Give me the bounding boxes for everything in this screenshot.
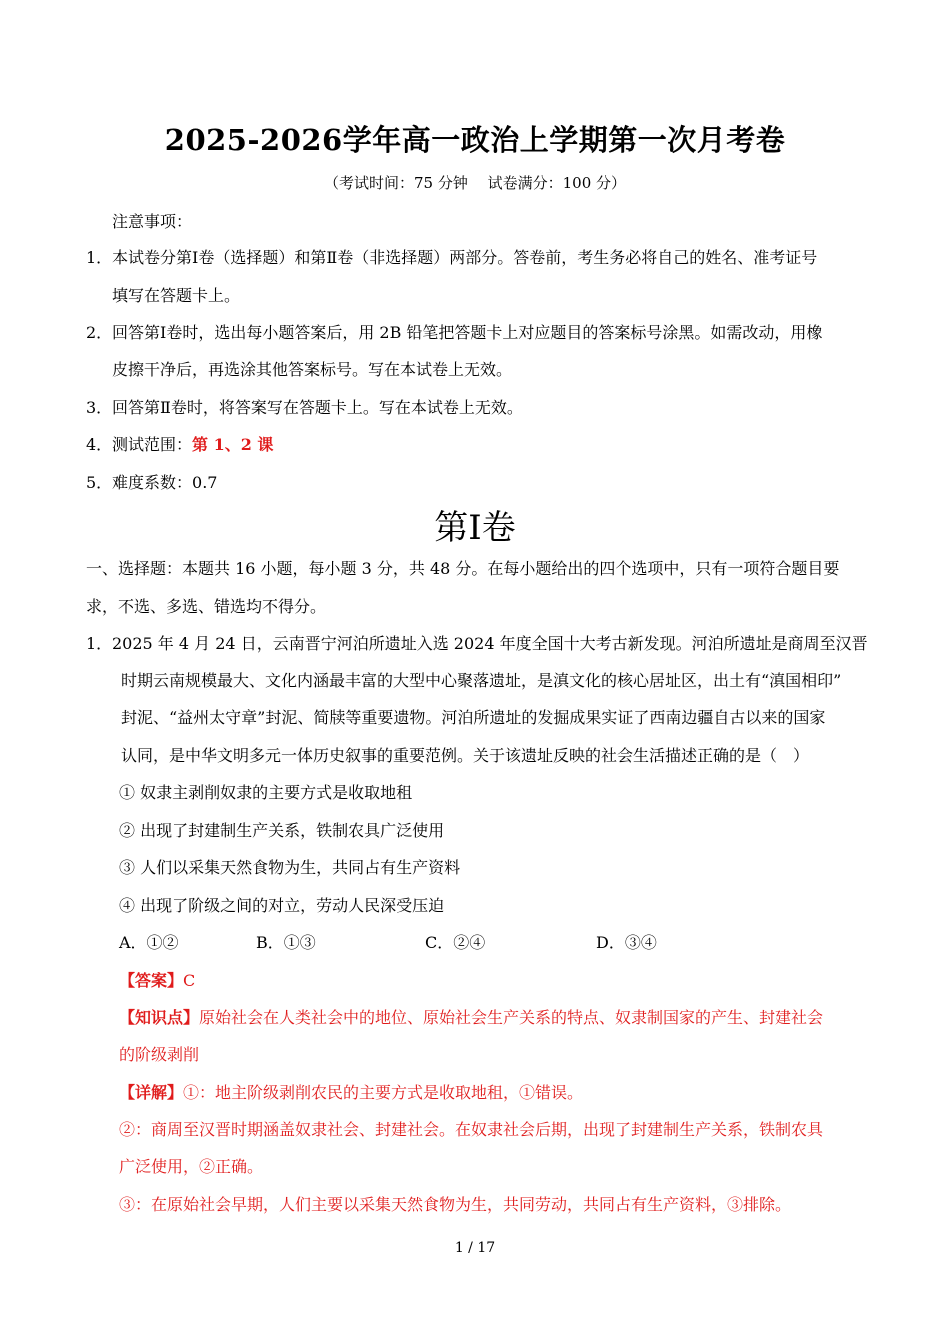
detail-text: 广泛使用，②正确。	[119, 1157, 264, 1176]
knowledge-text: 原始社会在人类社会中的地位、原始社会生产关系的特点、奴隶制国家的产生、封建社会	[199, 1008, 824, 1027]
statement-item: ② 出现了封建制生产关系，铁制农具广泛使用	[119, 821, 445, 840]
note-line: 皮擦干净后，再选涂其他答案标号。写在本试卷上无效。	[112, 360, 513, 379]
page-number: 1 / 17	[454, 1240, 496, 1256]
exam-info: （考试时间：75 分钟 试卷满分：100 分）	[323, 174, 627, 192]
option-a: A．①②	[119, 933, 179, 952]
detail-line	[119, 1083, 583, 1103]
option-d: D．③④	[596, 933, 657, 952]
exam-title: 2025-2026学年高一政治上学期第一次月考卷	[164, 123, 786, 157]
question-number: 1．	[86, 634, 113, 653]
statement-item: ① 奴隶主剥削奴隶的主要方式是收取地租	[119, 783, 413, 802]
note-line	[112, 435, 273, 455]
note-number: 1．	[86, 248, 113, 267]
test-scope-value: 第 1、2 课	[192, 435, 274, 454]
answer-label: 【答案】	[119, 971, 184, 990]
statement-item: ④ 出现了阶级之间的对立，劳动人民深受压迫	[119, 896, 445, 915]
question-stem-line: 封泥、“益州太守章”封泥、简牍等重要遗物。河泊所遗址的发掘成果实证了西南边疆自古以来的国家	[121, 708, 826, 727]
section-title: 第Ⅰ卷	[434, 508, 516, 548]
answer-line	[119, 971, 195, 991]
section-instruction: 求，不选、多选、错选均不得分。	[86, 597, 327, 616]
question-stem-line: 时期云南规模最大、文化内涵最丰富的大型中心聚落遗址，是滇文化的核心居址区，出土有“滇国相印”	[121, 671, 842, 690]
question-stem-line: 认同，是中华文明多元一体历史叙事的重要范例。关于该遗址反映的社会生活描述正确的是（ ）	[121, 746, 810, 765]
knowledge-text: 的阶级剥削	[119, 1045, 200, 1064]
question-stem-line: 2025 年 4 月 24 日，云南晋宁河泊所遗址入选 2024 年度全国十大考古新发现。河泊所遗址是商周至汉晋	[112, 634, 868, 653]
note-number: 2．	[86, 323, 113, 342]
notes-heading: 注意事项：	[112, 212, 193, 231]
note-line: 本试卷分第Ⅰ卷（选择题）和第Ⅱ卷（非选择题）两部分。答卷前，考生务必将自己的姓名、准考证号	[112, 248, 818, 267]
difficulty-value: 0.7	[192, 473, 218, 492]
answer-value: C	[183, 971, 196, 990]
detail-text: ③：在原始社会早期，人们主要以采集天然食物为生，共同劳动，共同占有生产资料，③排除。	[119, 1195, 792, 1214]
detail-text: ②：商周至汉晋时期涵盖奴隶社会、封建社会。在奴隶社会后期，出现了封建制生产关系，铁制农具	[119, 1120, 824, 1139]
detail-text: ①：地主阶级剥削农民的主要方式是收取地租，①错误。	[183, 1083, 584, 1102]
note-line: 回答第Ⅰ卷时，选出每小题答案后，用 2B 铅笔把答题卡上对应题目的答案标号涂黑。如需改动，用橡	[112, 323, 823, 342]
section-instruction: 一、选择题：本题共 16 小题，每小题 3 分，共 48 分。在每小题给出的四个选项中，只有一项符合题目要	[86, 559, 840, 578]
note-line	[112, 473, 217, 493]
detail-label: 【详解】	[119, 1083, 184, 1102]
option-c: C．②④	[425, 933, 486, 952]
note-number: 3．	[86, 398, 113, 417]
test-scope-label: 测试范围：	[112, 435, 193, 454]
statement-item: ③ 人们以采集天然食物为生，共同占有生产资料	[119, 858, 461, 877]
knowledge-line	[119, 1008, 823, 1028]
difficulty-label: 难度系数：	[112, 473, 193, 492]
option-b: B．①③	[256, 933, 316, 952]
note-number: 4．	[86, 435, 113, 454]
note-number: 5．	[86, 473, 113, 492]
note-line: 填写在答题卡上。	[112, 286, 241, 305]
knowledge-label: 【知识点】	[119, 1008, 200, 1027]
note-line: 回答第Ⅱ卷时，将答案写在答题卡上。写在本试卷上无效。	[112, 398, 523, 417]
